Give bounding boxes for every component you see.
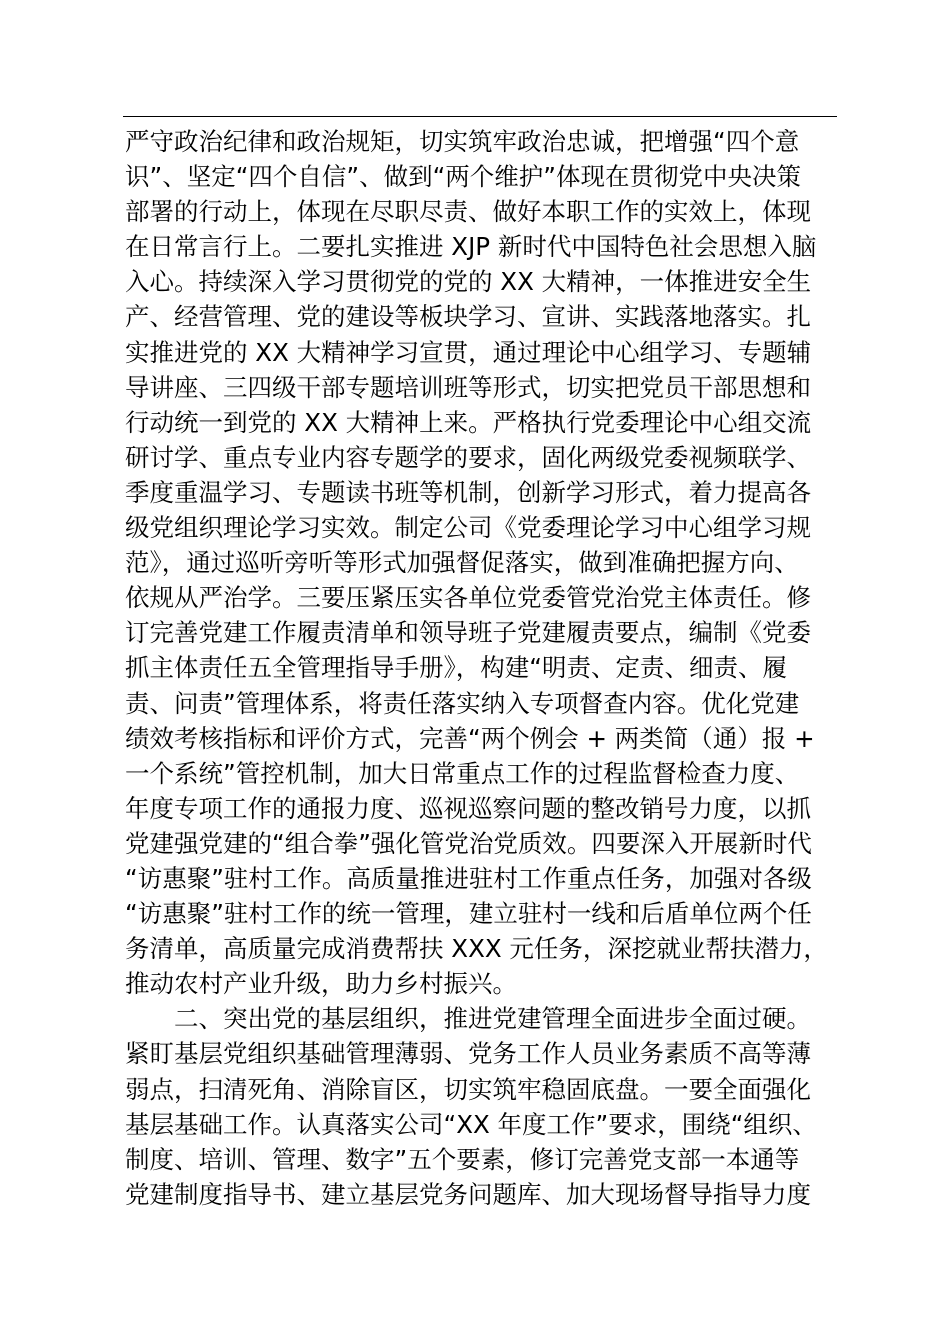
text-line: 一个系统”管控机制，加大日常重点工作的过程监督检查力度、 [125, 758, 800, 788]
text-line: 部署的行动上，体现在尽职尽责、做好本职工作的实效上，体现 [125, 197, 811, 227]
text-line: 推动农村产业升级，助力乡村振兴。 [125, 969, 517, 999]
text-line: 党建制度指导书、建立基层党务问题库、加大现场督导指导力度 [125, 1179, 811, 1209]
text-line: 导讲座、三四级干部专题培训班等形式，切实把党员干部思想和 [125, 372, 811, 402]
text-line: 实推进党的 XX 大精神学习宣贯，通过理论中心组学习、专题辅 [125, 337, 812, 367]
text-line: 责、问责”管理体系，将责任落实纳入专项督查内容。优化党建 [125, 688, 800, 718]
text-line: 绩效考核指标和评价方式，完善“两个例会 + 两类简（通）报 + [125, 723, 815, 753]
text-line: 紧盯基层党组织基础管理薄弱、党务工作人员业务素质不高等薄 [125, 1039, 811, 1069]
text-line: 识”、坚定“四个自信”、做到“两个维护”体现在贯彻党中央决策 [125, 162, 801, 192]
text-line: 务清单，高质量完成消费帮扶 XXX 元任务，深挖就业帮扶潜力， [125, 934, 828, 964]
text-line: 范》，通过巡听旁听等形式加强督促落实，做到准确把握方向、 [125, 548, 799, 578]
text-line: 季度重温学习、专题读书班等机制，创新学习形式，着力提高各 [125, 477, 811, 507]
text-line: 抓主体责任五全管理指导手册》，构建“明责、定责、细责、履 [125, 653, 787, 683]
text-line: 订完善党建工作履责清单和领导班子党建履责要点，编制《党委 [125, 618, 811, 648]
header-rule [123, 116, 837, 117]
text-line: 年度专项工作的通报力度、巡视巡察问题的整改销号力度，以抓 [125, 793, 811, 823]
text-line: 入心。持续深入学习贯彻党的党的 XX 大精神，一体推进安全生 [125, 267, 812, 297]
body-text [125, 124, 885, 1212]
text-line: “访惠聚”驻村工作。高质量推进驻村工作重点任务，加强对各级 [125, 863, 812, 893]
text-line: 依规从严治学。三要压紧压实各单位党委管党治党主体责任。修 [125, 583, 811, 613]
text-line: 行动统一到党的 XX 大精神上来。严格执行党委理论中心组交流 [125, 407, 812, 437]
text-line: 弱点，扫清死角、消除盲区，切实筑牢稳固底盘。一要全面强化 [125, 1074, 811, 1104]
text-line: 严守政治纪律和政治规矩，切实筑牢政治忠诚，把增强“四个意 [125, 127, 800, 156]
text-line: 研讨学、重点专业内容专题学的要求，固化两级党委视频联学、 [125, 442, 811, 472]
text-line: 制度、培训、管理、数字”五个要素，修订完善党支部一本通等 [125, 1144, 800, 1174]
text-line: 在日常言行上。二要扎实推进 XJP 新时代中国特色社会思想入脑 [125, 232, 817, 262]
text-line: “访惠聚”驻村工作的统一管理，建立驻村一线和后盾单位两个任 [125, 899, 812, 929]
text-line: 产、经营管理、党的建设等板块学习、宣讲、实践落地落实。扎 [125, 302, 811, 332]
text-line: 党建强党建的“组合拳”强化管党治党质效。四要深入开展新时代 [125, 828, 812, 858]
text-line: 基层基础工作。认真落实公司“XX 年度工作”要求，围绕“组织、 [125, 1109, 817, 1139]
section-heading-line: 二、突出党的基层组织，推进党建管理全面进步全面过硬。 [174, 1004, 811, 1034]
text-line: 级党组织理论学习实效。制定公司《党委理论学习中心组学习规 [125, 513, 811, 543]
